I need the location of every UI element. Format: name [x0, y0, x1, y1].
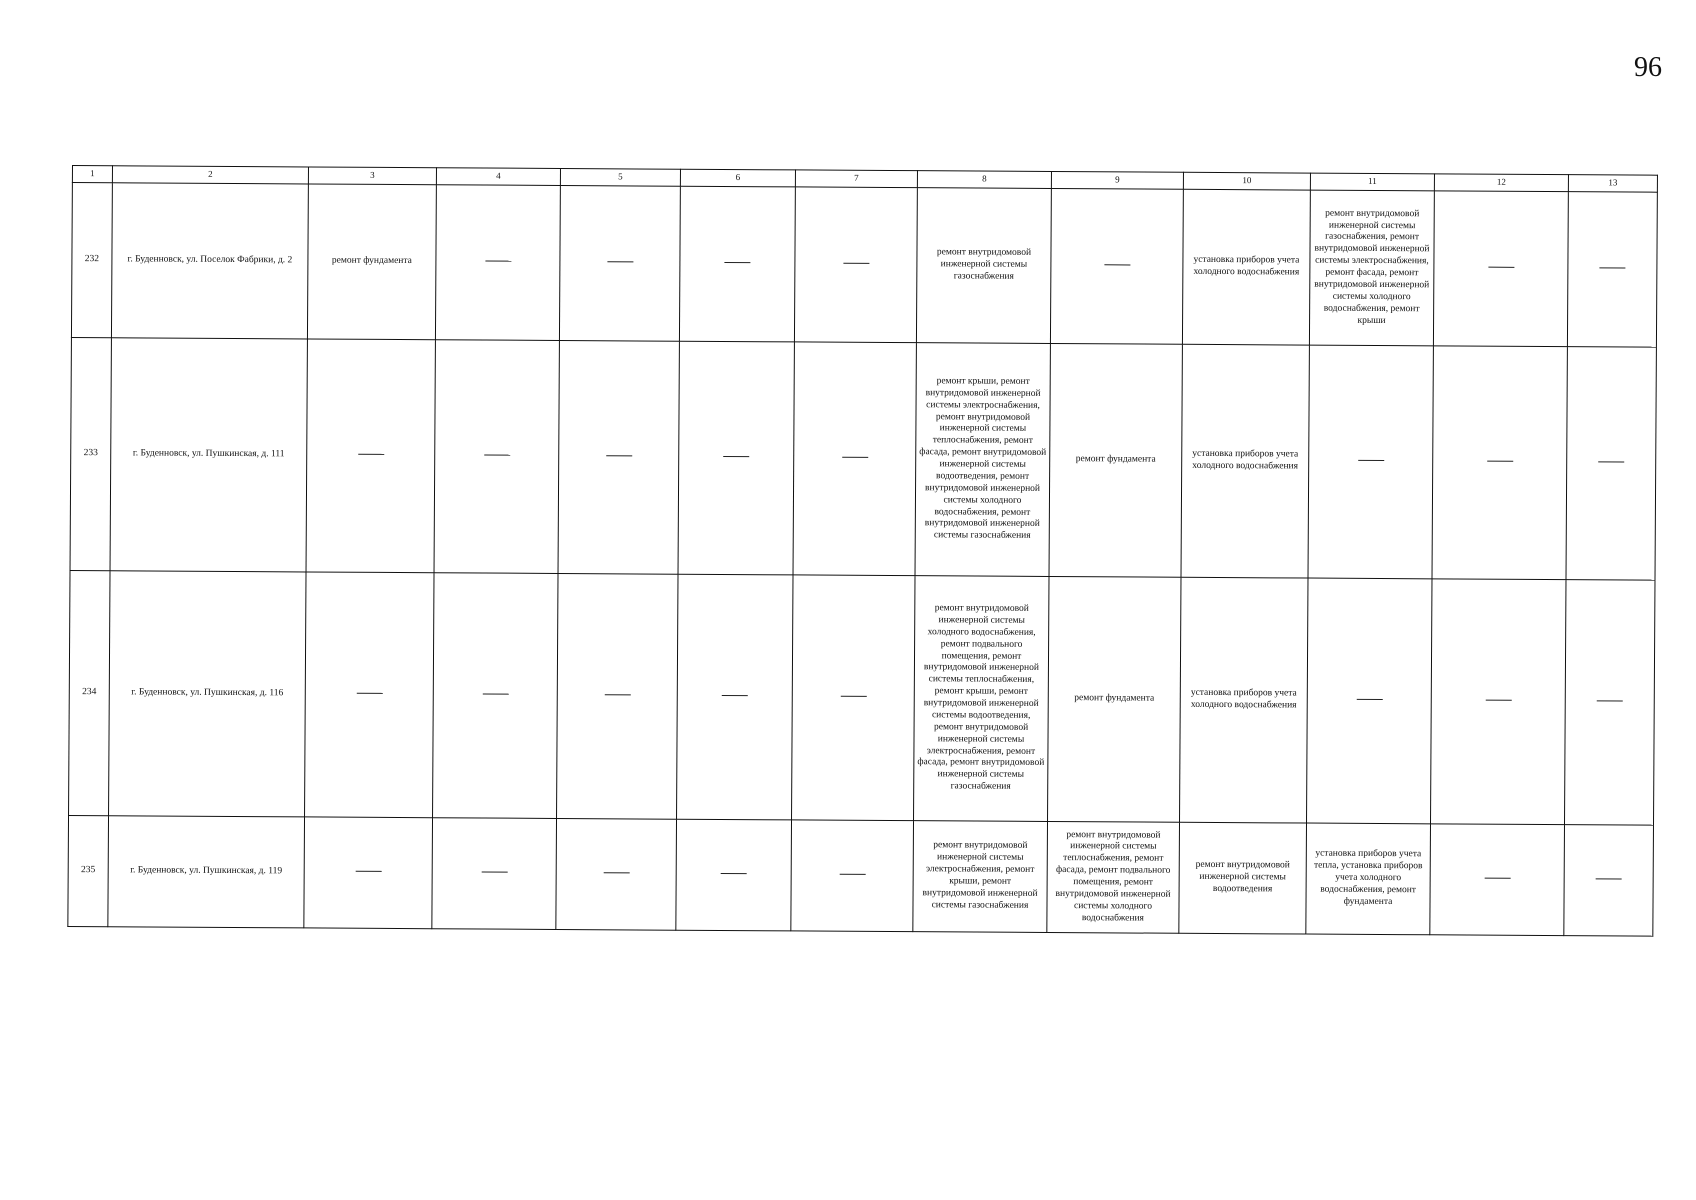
- empty-cell: [677, 574, 793, 820]
- dash: [724, 262, 750, 263]
- empty-cell: [1566, 347, 1656, 581]
- register-table-container: [67, 165, 1657, 937]
- column-header: 5: [560, 168, 680, 186]
- dash: [1485, 700, 1511, 701]
- dash: [1598, 462, 1624, 463]
- dash: [485, 261, 511, 262]
- empty-cell: [1307, 578, 1432, 824]
- empty-cell: [1433, 191, 1568, 347]
- table-row: [68, 815, 1654, 936]
- dash: [839, 874, 865, 875]
- empty-cell: [432, 818, 557, 930]
- table-row: [69, 570, 1655, 825]
- empty-cell: [1050, 188, 1183, 344]
- dash: [355, 871, 381, 872]
- column-header: 6: [680, 169, 795, 187]
- dash: [358, 454, 384, 455]
- empty-cell: [676, 819, 792, 931]
- address-cell: г. Буденновск, ул. Пушкинская, д. 119: [108, 816, 305, 928]
- empty-cell: [791, 820, 914, 932]
- column-header: 9: [1051, 171, 1183, 189]
- column-header: 2: [112, 166, 308, 184]
- empty-cell: [792, 575, 915, 821]
- address-cell: г. Буденновск, ул. Пушкинская, д. 116: [109, 571, 306, 817]
- work-cell: ремонт фундамента: [307, 184, 436, 340]
- dash: [481, 872, 507, 873]
- column-header: 10: [1183, 172, 1310, 190]
- dash: [1484, 878, 1510, 879]
- empty-cell: [1564, 580, 1654, 826]
- column-header: 8: [917, 171, 1051, 189]
- dash: [723, 456, 749, 457]
- dash: [603, 873, 629, 874]
- column-header: 4: [436, 168, 560, 186]
- dash: [840, 696, 866, 697]
- dash: [1487, 461, 1513, 462]
- empty-cell: [1308, 345, 1433, 579]
- empty-cell: [1431, 579, 1566, 825]
- column-header: 13: [1568, 175, 1657, 193]
- dash: [607, 262, 633, 263]
- dash: [356, 693, 382, 694]
- row-number: 234: [69, 570, 110, 815]
- dash: [606, 456, 632, 457]
- column-header: 1: [72, 166, 112, 183]
- empty-cell: [794, 187, 917, 343]
- column-header: 12: [1434, 174, 1568, 192]
- column-header: 3: [308, 167, 436, 185]
- empty-cell: [1430, 824, 1565, 936]
- work-cell: установка приборов учета холодного водоснабжения: [1181, 344, 1309, 578]
- empty-cell: [1432, 346, 1567, 580]
- work-cell: ремонт фундамента: [1049, 343, 1182, 577]
- work-cell: ремонт фундамента: [1048, 576, 1181, 822]
- work-cell: ремонт внутридомовой инженерной системы газоснабжения: [916, 188, 1051, 344]
- dash: [484, 455, 510, 456]
- empty-cell: [434, 340, 559, 574]
- empty-cell: [433, 573, 558, 819]
- work-cell: ремонт внутридомовой инженерной системы электроснабжения, ремонт крыши, ремонт внутридомовой инженерной системы газоснабжения: [913, 821, 1048, 933]
- empty-cell: [559, 185, 680, 341]
- row-number: 232: [71, 183, 112, 338]
- dash: [843, 263, 869, 264]
- work-cell: ремонт внутридомовой инженерной системы теплоснабжения, ремонт фасада, ремонт подвального помещения, ремонт внутридомовой инженерной системы холодного водоснабжения: [1047, 821, 1180, 933]
- empty-cell: [556, 818, 677, 930]
- column-header: 11: [1310, 173, 1434, 191]
- table-row: [70, 337, 1656, 580]
- repair-schedule-table: [67, 165, 1658, 937]
- address-cell: г. Буденновск, ул. Поселок Фабрики, д. 2: [111, 183, 308, 339]
- empty-cell: [1567, 192, 1657, 348]
- work-cell: ремонт внутридомовой инженерной системы холодного водоснабжения, ремонт подвального помещения, ремонт внутридомовой инженерной системы теплоснабжения, ремонт крыши, ремонт внутридомовой инженерной системы водоотведения, ремонт внутридомовой инженерной системы электроснабжения, ремонт фасада, ремонт внутридомовой инженерной системы газоснабжения: [914, 576, 1049, 822]
- dash: [604, 695, 630, 696]
- column-header: 7: [795, 170, 917, 188]
- dash: [1104, 265, 1130, 266]
- dash: [722, 695, 748, 696]
- empty-cell: [679, 186, 795, 342]
- empty-cell: [1564, 825, 1654, 937]
- dash: [721, 873, 747, 874]
- table-row: [71, 183, 1657, 348]
- work-cell: установка приборов учета холодного водоснабжения: [1180, 577, 1308, 823]
- empty-cell: [557, 573, 678, 819]
- empty-cell: [304, 817, 433, 929]
- empty-cell: [678, 341, 794, 575]
- empty-cell: [306, 339, 435, 573]
- row-number: 235: [68, 815, 109, 926]
- work-cell: ремонт крыши, ремонт внутридомовой инженерной системы электроснабжения, ремонт внутридомовой инженерной системы теплоснабжения, ремонт фасада, ремонт внутридомовой инженерной системы водоотведения, ремонт внутридомовой инженерной системы холодного водоснабжения, ремонт внутридомовой инженерной системы газоснабжения: [915, 343, 1050, 577]
- page-number: 96: [1634, 52, 1662, 83]
- address-cell: г. Буденновск, ул. Пушкинская, д. 111: [110, 338, 307, 572]
- empty-cell: [435, 185, 560, 341]
- empty-cell: [305, 572, 434, 818]
- dash: [1356, 699, 1382, 700]
- dash: [1597, 701, 1623, 702]
- dash: [842, 457, 868, 458]
- empty-cell: [558, 340, 679, 574]
- dash: [1488, 267, 1514, 268]
- dash: [1599, 268, 1625, 269]
- work-cell: ремонт внутридомовой инженерной системы газоснабжения, ремонт внутридомовой инженерной системы электроснабжения, ремонт фасада, ремонт внутридомовой инженерной системы холодного водоснабжения, ремонт крыши: [1309, 190, 1434, 346]
- empty-cell: [793, 342, 916, 576]
- row-number: 233: [70, 337, 111, 570]
- work-cell: ремонт внутридомовой инженерной системы водоотведения: [1179, 822, 1307, 934]
- work-cell: установка приборов учета холодного водоснабжения: [1182, 189, 1310, 345]
- dash: [482, 694, 508, 695]
- dash: [1596, 879, 1622, 880]
- work-cell: установка приборов учета тепла, установка приборов учета холодного водоснабжения, ремонт фундамента: [1306, 823, 1431, 935]
- dash: [1358, 460, 1384, 461]
